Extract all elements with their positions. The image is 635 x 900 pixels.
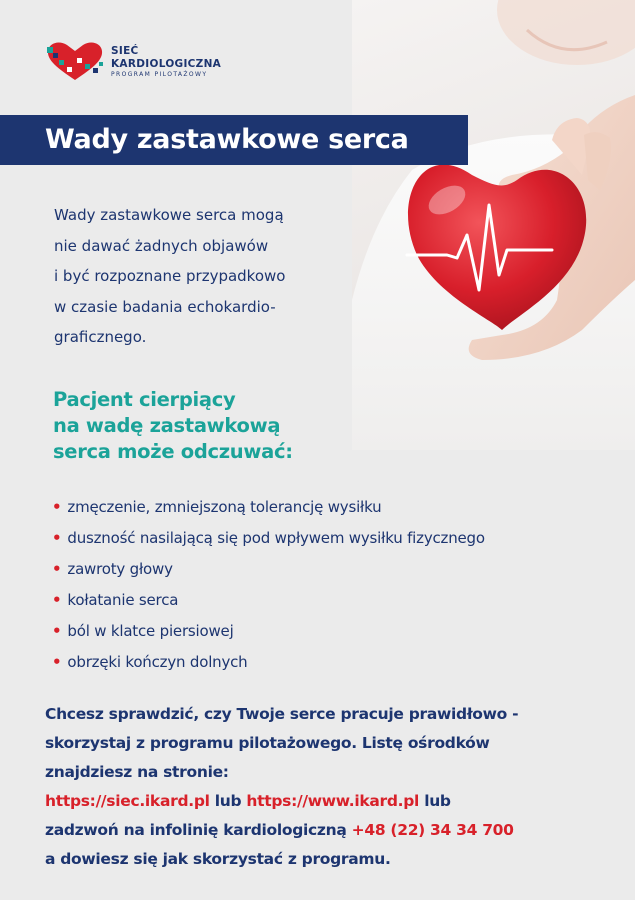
bullet-icon: • xyxy=(52,622,62,640)
bullet-icon: • xyxy=(52,498,62,516)
bullet-icon: • xyxy=(52,591,62,609)
list-item: • ból w klatce piersiowej xyxy=(52,622,234,640)
subhead-line: na wadę zastawkową xyxy=(53,414,281,437)
cta-phone-line xyxy=(45,816,605,845)
symptoms-heading xyxy=(53,387,353,465)
intro-line: graficznego. xyxy=(54,328,147,346)
link-www-ikard[interactable]: https://www.ikard.pl xyxy=(246,792,420,810)
logo-line1: SIEĆ xyxy=(111,45,139,57)
cta-line: Chcesz sprawdzić, czy Twoje serce pracuje prawidłowo - xyxy=(45,705,519,723)
cta-or: lub xyxy=(424,792,451,810)
cta-line: skorzystaj z programu pilotażowego. Listę ośrodków xyxy=(45,734,490,752)
logo-line3: PROGRAM PILOTAŻOWY xyxy=(111,71,208,78)
bullet-icon: • xyxy=(52,653,62,671)
logo-line2: KARDIOLOGICZNA xyxy=(111,57,222,70)
link-siec-ikard[interactable]: https://siec.ikard.pl xyxy=(45,792,210,810)
cta-links-line xyxy=(45,787,605,816)
hand-holding-heart-image xyxy=(352,0,635,450)
cta-line: znajdziesz na stronie: xyxy=(45,763,229,781)
symptoms-list xyxy=(52,492,485,678)
page-title: Wady zastawkowe serca xyxy=(0,115,468,165)
list-item: • zawroty głowy xyxy=(52,560,173,578)
list-item: • duszność nasilającą się pod wpływem wysiłku fizycznego xyxy=(52,529,485,547)
bullet-icon: • xyxy=(52,529,62,547)
phone-link[interactable]: +48 (22) 34 34 700 xyxy=(351,821,514,839)
intro-line: i być rozpoznane przypadkowo xyxy=(54,267,286,285)
logo xyxy=(45,40,221,84)
cta-or: lub xyxy=(214,792,242,810)
bullet-icon: • xyxy=(52,560,62,578)
list-item: • zmęczenie, zmniejszoną tolerancję wysiłku xyxy=(52,498,382,516)
list-item: • obrzęki kończyn dolnych xyxy=(52,653,248,671)
intro-line: nie dawać żadnych objawów xyxy=(54,236,269,255)
intro-line: w czasie badania echokardio- xyxy=(54,297,276,316)
cta-line: zadzwoń na infolinię kardiologiczną xyxy=(45,821,347,839)
subhead-line: Pacjent cierpiący xyxy=(53,388,236,411)
subhead-line: serca może odczuwać: xyxy=(53,440,293,463)
hero-photo xyxy=(352,0,635,450)
call-to-action xyxy=(45,700,605,874)
intro-line: Wady zastawkowe serca mogą xyxy=(54,206,284,224)
cta-line: a dowiesz się jak skorzystać z programu. xyxy=(45,850,391,868)
heart-pixel-logo-icon xyxy=(45,40,105,84)
list-item: • kołatanie serca xyxy=(52,591,179,609)
intro-paragraph xyxy=(54,200,336,353)
